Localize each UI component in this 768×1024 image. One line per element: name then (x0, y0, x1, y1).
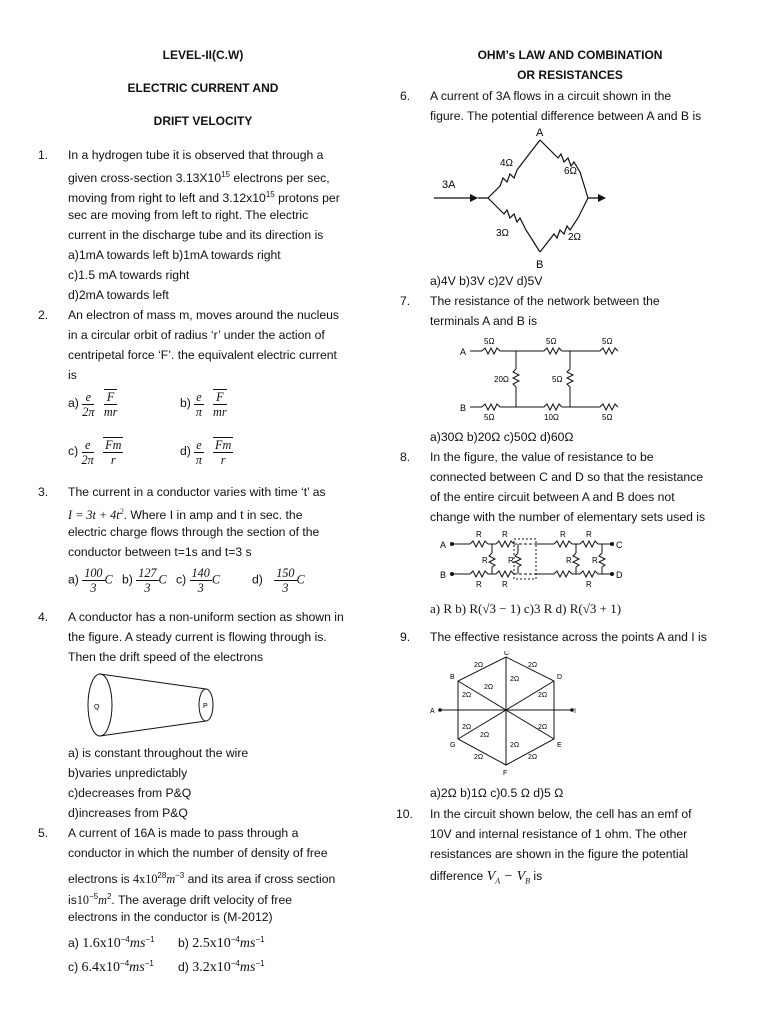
question-text: A conductor has a non-uniform section as shown in (68, 610, 344, 624)
option-b: b) $\frac{127}{3}$ C (122, 566, 167, 595)
hexagon-network-figure (430, 651, 580, 779)
question-number: 10. (396, 807, 413, 821)
svg-text:2Ω: 2Ω (484, 684, 494, 691)
question-text: A current of 3A flows in a circuit shown in the (430, 89, 672, 103)
svg-text:G: G (450, 742, 456, 749)
svg-text:D: D (557, 674, 563, 681)
svg-text:R: R (586, 530, 592, 539)
svg-text:A: A (430, 708, 435, 715)
question-text: in a circular orbit of radius ‘r’ under the action of (68, 328, 325, 342)
svg-text:A: A (460, 347, 467, 357)
svg-text:R: R (502, 530, 508, 539)
svg-text:2Ω: 2Ω (480, 732, 490, 739)
svg-text:2Ω: 2Ω (474, 662, 484, 669)
option-line: a) is constant throughout the wire (68, 746, 249, 760)
svg-text:5Ω: 5Ω (602, 413, 613, 421)
question-number: 3. (38, 485, 49, 499)
question-text: moving from right to left and $3.12x10^{15}$ protons per (68, 190, 340, 206)
question-text: In the circuit shown below, the cell has an emf of (430, 807, 692, 821)
question-text: is (68, 368, 77, 382)
option-line: a)30Ω b)20Ω c)50Ω d)60Ω (430, 430, 574, 444)
question-text: given cross-section $3.13X10^{15}$ electrons per sec, (68, 170, 330, 186)
svg-text:2Ω: 2Ω (474, 754, 484, 761)
svg-text:R: R (476, 580, 482, 589)
question-text: $is10^{-5}m^2$. The average drift velocity of free (68, 892, 293, 908)
question-text: A current of 16A is made to pass through a (68, 826, 299, 840)
question-text: $I = 3t + 4t^2$. Where I in amp and t in sec. the (68, 507, 303, 523)
svg-text:R: R (560, 530, 566, 539)
question-number: 4. (38, 610, 49, 624)
svg-text:20Ω: 20Ω (494, 375, 509, 384)
svg-text:B: B (460, 403, 467, 413)
question-number: 8. (400, 450, 411, 464)
option-line: d)2mA towards left (68, 288, 169, 302)
svg-text:R: R (476, 530, 482, 539)
option-line: b)varies unpredictably (68, 766, 188, 780)
question-text: In the figure, the value of resistance to be (430, 450, 654, 464)
option-c: c) $\frac{e}{2\pi}$ $\frac{Fm}{r}$ (68, 437, 122, 467)
option-d: d) $\frac{150}{3}$ C (252, 566, 305, 595)
option-a: a) $1.6x10^{-4}ms^{-1}$ (68, 935, 155, 952)
svg-text:R: R (502, 580, 508, 589)
question-text: the figure. A steady current is flowing through is. (68, 630, 327, 644)
question-text: resistances are shown in the figure the potential (430, 847, 689, 861)
svg-text:B: B (450, 674, 455, 681)
svg-text:R: R (566, 556, 572, 565)
topic-heading-line1: ELECTRIC CURRENT AND (127, 81, 279, 95)
question-text: electrons in the conductor is (M-2012) (68, 910, 273, 924)
question-text: of the entire circuit between A and B does not (430, 490, 675, 504)
svg-text:2Ω: 2Ω (462, 724, 472, 731)
svg-text:5Ω: 5Ω (602, 337, 613, 346)
svg-text:R: R (508, 556, 514, 565)
question-text: An electron of mass m, moves around the nucleus (68, 308, 339, 322)
question-number: 2. (38, 308, 49, 322)
svg-text:2Ω: 2Ω (462, 692, 472, 699)
svg-text:5Ω: 5Ω (546, 337, 557, 346)
svg-text:A: A (440, 540, 447, 550)
question-text: Then the drift speed of the electrons (68, 650, 264, 664)
question-text: difference $V_A - V_B$ is (430, 869, 543, 886)
svg-text:2Ω: 2Ω (528, 662, 538, 669)
svg-text:2Ω: 2Ω (528, 754, 538, 761)
question-number: 7. (400, 294, 411, 308)
resistor-network-figure (460, 333, 630, 421)
question-text: 10V and internal resistance of 1 ohm. The other (430, 827, 688, 841)
option-line: c)1.5 mA towards right (68, 268, 190, 282)
svg-text:R: R (592, 556, 598, 565)
svg-text:2Ω: 2Ω (510, 676, 520, 683)
question-number: 9. (400, 630, 411, 644)
topic-heading-line2: OR RESISTANCES (517, 68, 623, 82)
svg-text:3Ω: 3Ω (496, 228, 510, 239)
svg-text:10Ω: 10Ω (544, 413, 559, 421)
option-line: a)2Ω b)1Ω c)0.5 Ω d)5 Ω (430, 786, 564, 800)
svg-text:2Ω: 2Ω (510, 742, 520, 749)
svg-text:P: P (203, 703, 208, 710)
option-b: b) $\frac{e}{\pi}$ $\frac{F}{mr}$ (180, 389, 227, 419)
svg-text:5Ω: 5Ω (484, 337, 495, 346)
svg-text:F: F (503, 770, 508, 777)
svg-text:5Ω: 5Ω (552, 375, 563, 384)
svg-text:B: B (536, 259, 544, 271)
tapered-conductor-figure (86, 669, 236, 741)
svg-text:C: C (616, 540, 623, 550)
question-text: electrons is $4x10^{28}m^{-3}$ and its area if cross section (68, 871, 336, 887)
option-line: a)4V b)3V c)2V d)5V (430, 274, 543, 288)
option-c: c) $6.4x10^{-4}ms^{-1}$ (68, 959, 154, 976)
svg-text:C: C (504, 651, 510, 657)
question-text: connected between C and D so that the resistance (430, 470, 704, 484)
option-line: d)increases from P&Q (68, 806, 188, 820)
option-d: d) $3.2x10^{-4}ms^{-1}$ (178, 959, 265, 976)
option-b: b) $2.5x10^{-4}ms^{-1}$ (178, 935, 265, 952)
question-text: In a hydrogen tube it is observed that through a (68, 148, 324, 162)
svg-text:D: D (616, 570, 623, 580)
topic-heading-line1: OHM’s LAW AND COMBINATION (477, 48, 663, 62)
question-number: 6. (400, 89, 411, 103)
svg-text:E: E (557, 742, 562, 749)
svg-text:R: R (586, 580, 592, 589)
question-number: 5. (38, 826, 49, 840)
option-line: c)decreases from P&Q (68, 786, 192, 800)
option-line: a) R b) R(√3 − 1) c)3 R d) R(√3 + 1) (430, 601, 622, 616)
level-heading: LEVEL-II(C.W) (162, 48, 244, 62)
svg-text:A: A (536, 127, 544, 139)
ladder-network-figure (440, 527, 630, 589)
question-text: change with the number of elementary sets used is (430, 510, 706, 524)
svg-text:6Ω: 6Ω (564, 166, 578, 177)
svg-text:4Ω: 4Ω (500, 158, 514, 169)
option-a: a) $\frac{e}{2\pi}$ $\frac{F}{mr}$ (68, 389, 118, 419)
question-text: current in the discharge tube and its direction is (68, 228, 324, 242)
topic-heading-line2: DRIFT VELOCITY (153, 114, 253, 128)
svg-text:I: I (574, 708, 576, 715)
question-text: The resistance of the network between the (430, 294, 660, 308)
question-text: conductor between t=1s and t=3 s (68, 545, 252, 559)
question-text: terminals A and B is (430, 314, 538, 328)
bridge-circuit-figure (430, 126, 610, 271)
svg-text:2Ω: 2Ω (568, 232, 582, 243)
question-text: The effective resistance across the points A and I is (430, 630, 707, 644)
svg-text:R: R (482, 556, 488, 565)
question-text: electric charge flows through the section of the (68, 525, 320, 539)
question-text: The current in a conductor varies with time ‘t’ as (68, 485, 326, 499)
svg-text:2Ω: 2Ω (538, 724, 548, 731)
question-text: conductor in which the number of density of free (68, 846, 328, 860)
question-number: 1. (38, 148, 49, 162)
svg-text:5Ω: 5Ω (484, 413, 495, 421)
question-text: sec are moving from left to right. The electric (68, 208, 309, 222)
option-a: a) $\frac{100}{3}$ C (68, 566, 113, 595)
question-text: figure. The potential difference between A and B is (430, 109, 702, 123)
svg-text:2Ω: 2Ω (538, 692, 548, 699)
option-line: a)1mA towards left b)1mA towards right (68, 248, 281, 262)
question-text: centripetal force ‘F’. the equivalent electric current (68, 348, 337, 362)
svg-text:Q: Q (94, 704, 100, 711)
svg-text:3A: 3A (442, 179, 456, 191)
option-d: d) $\frac{e}{\pi}$ $\frac{Fm}{r}$ (180, 437, 232, 467)
option-c: c) $\frac{140}{3}$ C (176, 566, 220, 595)
svg-text:B: B (440, 570, 447, 580)
